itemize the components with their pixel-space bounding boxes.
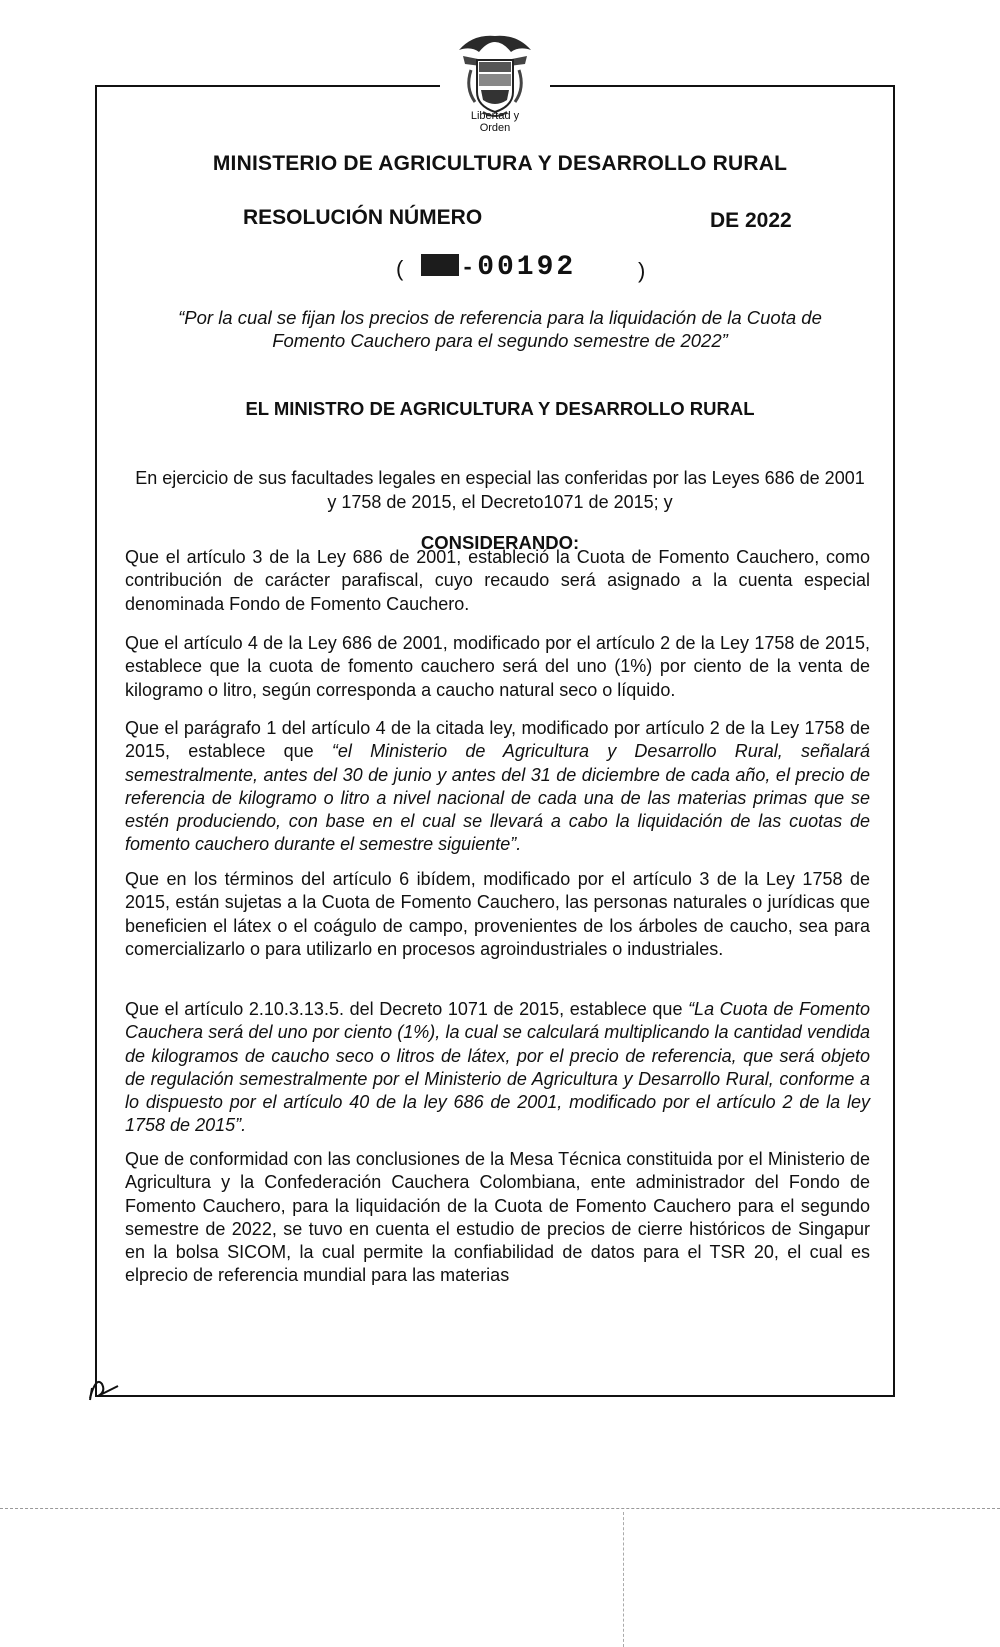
resolution-number: 00192 bbox=[477, 252, 577, 283]
stamp-mark-icon bbox=[421, 254, 459, 276]
resolution-number-stamp: -00192 bbox=[385, 252, 576, 283]
minister-heading: EL MINISTRO DE AGRICULTURA Y DESARROLLO RURAL bbox=[245, 398, 755, 419]
resolution-year: DE 2022 bbox=[710, 209, 792, 232]
paragraph: Que el artículo 3 de la Ley 686 de 2001, estableció la Cuota de Fomento Cauchero, como contribución de carácter parafiscal, cuyo recaudo será asignado a la cuenta especial denominada Fondo de Fomento Cauchero. bbox=[125, 547, 870, 614]
paragraph: Que en los términos del artículo 6 ibídem, modificado por el artículo 3 de la Ley 1758 de 2015, están sujetas a la Cuota de Fomento Cauchero, las personas naturales o jurídicas que beneficien el látex o el coágulo de campo, provenientes de los árboles de caucho, sea para comercializarlo o para utilizarlo en procesos agroindustriales o industriales. bbox=[125, 869, 870, 959]
open-paren: ( bbox=[396, 256, 404, 281]
resolution-label: RESOLUCIÓN NÚMERO bbox=[243, 206, 483, 229]
close-paren: ) bbox=[638, 258, 646, 283]
preamble-text: En ejercicio de sus facultades legales en especial las conferidas por las Leyes 686 de 2001 y 1758 de 2015, el Decreto1071 de 2015; y bbox=[135, 468, 865, 512]
subtitle-line: Fomento Cauchero para el segundo semestre de 2022” bbox=[272, 330, 728, 351]
paragraph-quote: “el Ministerio de Agricultura y Desarrollo Rural, señalará semestralmente, antes del 30 de junio y antes del 31 de diciembre de cada año, el precio de referencia de kilogramo o litro a nivel nacional de cada una de las materias primas que se estén produciendo, con base en el cual se llevará a cabo la liquidación de las cuotas de fomento cauchero durante el semestre siguiente”. bbox=[125, 741, 870, 855]
paragraph-text: Que el artículo 2.10.3.13.5. del Decreto 1071 de 2015, establece que bbox=[125, 999, 689, 1019]
scan-cut-line bbox=[0, 1508, 1000, 1509]
paragraph: Que el artículo 4 de la Ley 686 de 2001, modificado por el artículo 2 de la Ley 1758 de 2015, establece que la cuota de fomento cauchero será del uno (1%) por ciento de la venta de kilogramo o litro, según corresponda a caucho natural seco o líquido. bbox=[125, 633, 870, 700]
subtitle-line: “Por la cual se fijan los precios de referencia para la liquidación de la Cuota de bbox=[178, 307, 822, 328]
paragraph: Que de conformidad con las conclusiones de la Mesa Técnica constituida por el Ministerio de Agricultura y la Confederación Cauchera Colombiana, ente administrador del Fondo de Fomento Cauchero, para la liquidación de la Cuota de Fomento Cauchero para el segundo semestre de 2022, se tuvo en cuenta el estudio de precios de cierre históricos de Singapur en la bolsa SICOM, la cual permite la confiabilidad de datos para el TSR 20, el cual es elprecio de referencia mundial para las materias bbox=[125, 1149, 870, 1286]
ministry-heading: MINISTERIO DE AGRICULTURA Y DESARROLLO RURAL bbox=[212, 152, 788, 175]
motto-text: Libertad y Orden bbox=[470, 110, 520, 134]
paragraph bbox=[125, 717, 870, 857]
considerando-heading: CONSIDERANDO: bbox=[420, 532, 580, 553]
resolution-subtitle bbox=[0, 306, 1000, 352]
initials-signature bbox=[88, 1370, 124, 1402]
paragraph bbox=[125, 998, 870, 1138]
paragraph-text: Que el parágrafo 1 del artículo 4 de la citada ley, modificado por artículo 2 de la Ley 1758 de 2015, establece que bbox=[125, 718, 870, 762]
paragraph-quote: “La Cuota de Fomento Cauchera será del uno por ciento (1%), la cual se calculará multiplicando la cantidad vendida de kilogramos de caucho seco o litros de látex, por el precio de referencia, que será objeto de regulación semestralmente por el Ministerio de Agricultura y Desarrollo Rural, conforme a lo dispuesto por el artículo 40 de la ley 686 de 2001, modificado por el artículo 2 de la ley 1758 de 2015”. bbox=[125, 999, 870, 1136]
scan-fold-line bbox=[623, 1512, 624, 1647]
